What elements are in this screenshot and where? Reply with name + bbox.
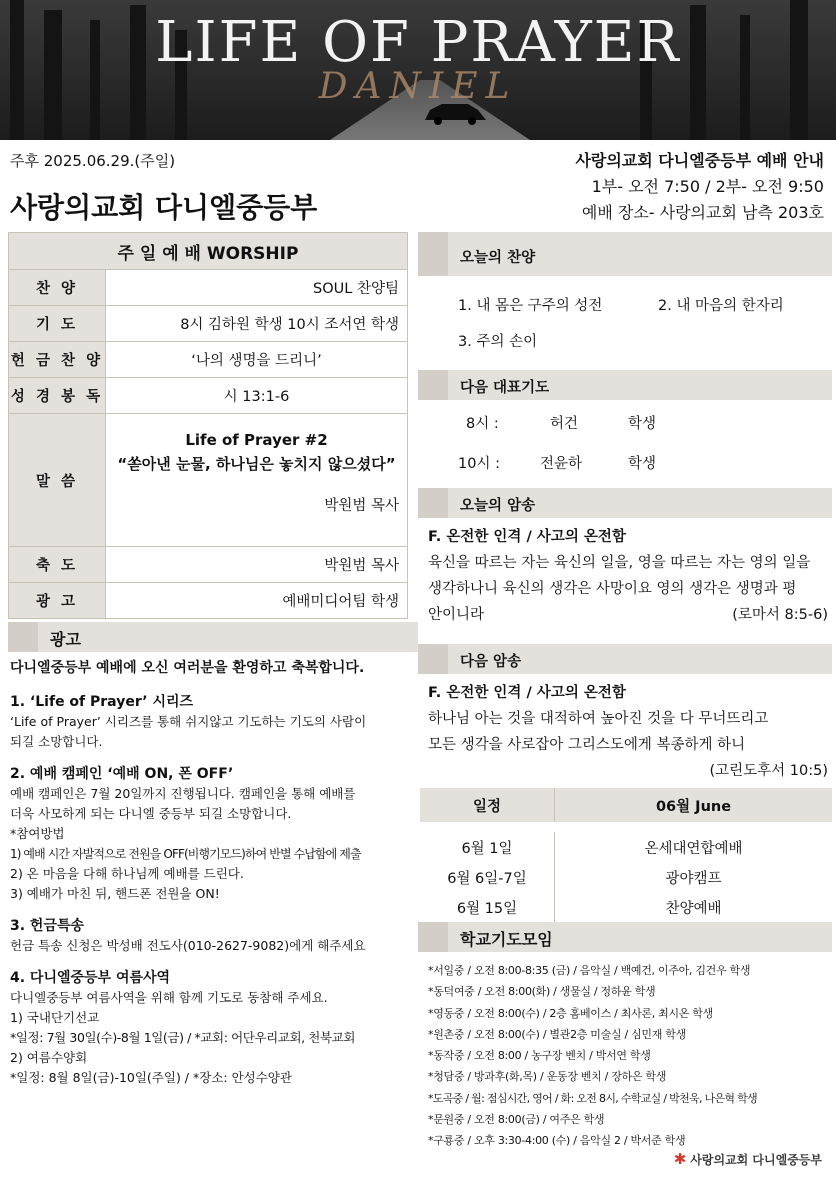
- table-row: [9, 378, 408, 414]
- row-value: ‘나의 생명을 드리니’: [106, 342, 408, 378]
- sermon-cell: [106, 414, 408, 547]
- school-prayer-header: [418, 922, 832, 952]
- ad-line: 다니엘중등부 여름사역을 위해 함께 기도로 동참해 주세요.: [10, 990, 328, 1005]
- logo-text: 사랑의교회 다니엘중등부: [690, 1153, 822, 1167]
- ad-item: [10, 916, 410, 956]
- ad-title: 2. 예배 캠페인 ‘예배 ON, 폰 OFF’: [10, 766, 234, 782]
- memory-title: F. 온전한 인격 / 사고의 온전함: [428, 685, 626, 701]
- next-prayer-header: [418, 370, 832, 400]
- schedule-date: 6월 6일-7일: [420, 862, 555, 892]
- list-item: *원촌중 / 오전 8:00(수) / 별관2층 미술실 / 심민재 학생: [428, 1027, 686, 1041]
- today-memory-header-label: 오늘의 암송: [460, 498, 536, 514]
- ad-line: 3) 예배가 마친 뒤, 핸드폰 전원을 ON!: [10, 886, 220, 901]
- ad-title: 3. 헌금특송: [10, 918, 85, 934]
- memory-ref: (고린도후서 10:5): [709, 763, 828, 779]
- list-item: *동덕여중 / 오전 8:00(화) / 생물실 / 정하윤 학생: [428, 985, 656, 999]
- schedule-date: 6월 15일: [420, 892, 555, 922]
- hymn-item: 1. 내 몸은 구주의 성전: [458, 298, 603, 314]
- ads-header-label: 광고: [50, 630, 81, 649]
- ad-item: [10, 692, 410, 752]
- church-logo: [674, 1150, 822, 1168]
- ads-section: [10, 658, 410, 1100]
- list-item: *동작중 / 오전 8:00 / 농구장 벤치 / 박서연 학생: [428, 1049, 651, 1063]
- org-title: 사랑의교회 다니엘중등부: [10, 191, 318, 224]
- flame-icon: ✱: [673, 1150, 687, 1168]
- banner-title: LIFE OF PRAYER: [155, 10, 681, 75]
- memory-line: 안이니라: [428, 607, 485, 623]
- schedule-event: 온세대연합예배: [644, 840, 743, 857]
- schedule-event: 찬양예배: [665, 900, 722, 917]
- memory-last-line: [428, 602, 828, 628]
- row-label: 말 씀: [9, 414, 106, 547]
- list-item: *서일중 / 오전 8:00-8:35 (금) / 음악실 / 백예건, 이주아, 김건우 학생: [428, 964, 751, 977]
- prayer-name: 허건: [550, 416, 579, 432]
- list-item: *구룡중 / 오후 3:30-4:00 (수) / 음악실 2 / 박서준 학생: [428, 1134, 686, 1148]
- worship-title: 주 일 예 배 WORSHIP: [9, 233, 408, 270]
- row-label: 광 고: [9, 583, 106, 619]
- schedule-col-date: 일정: [420, 788, 555, 822]
- service-info: [575, 148, 824, 226]
- table-row: [9, 306, 408, 342]
- row-value: 시 13:1-6: [106, 378, 408, 414]
- table-row: [420, 862, 832, 892]
- ads-welcome: 다니엘중등부 예배에 오신 여러분을 환영하고 축복합니다.: [10, 660, 365, 676]
- row-label: 성 경 봉 독: [9, 378, 106, 414]
- ad-line: 2) 온 마음을 다해 하나님께 예배를 드린다.: [10, 866, 244, 881]
- next-memory: [428, 680, 828, 784]
- ad-item: [10, 764, 410, 904]
- ad-line: 더욱 사모하게 되는 다니엘 중등부 되길 소망합니다.: [10, 806, 292, 821]
- row-label: 찬 양: [9, 270, 106, 306]
- worship-table: [8, 232, 408, 619]
- ad-line: ‘Life of Prayer’ 시리즈를 통해 쉬지않고 기도하는 기도의 사람이: [10, 714, 367, 729]
- school-prayer-list: [428, 960, 832, 1152]
- memory-line: 생각하나니 육신의 생각은 사망이요 영의 생각은 생명과 평: [428, 581, 797, 597]
- row-value: 예배미디어팀 학생: [106, 583, 408, 619]
- row-value: 8시 김하원 학생 10시 조서연 학생: [106, 306, 408, 342]
- today-memory-header: [418, 488, 832, 518]
- table-row: [9, 414, 408, 547]
- prayer-time: 10시 :: [458, 456, 500, 472]
- ad-line: *일정: 8월 8일(금)-10일(주일) / *장소: 안성수양관: [10, 1070, 292, 1085]
- row-label: 축 도: [9, 547, 106, 583]
- hymns-header: [418, 232, 832, 276]
- prayer-time: 8시 :: [466, 416, 499, 432]
- schedule-event: 광야캠프: [665, 870, 722, 887]
- table-row: [9, 342, 408, 378]
- prayer-role: 학생: [628, 416, 657, 432]
- ad-line: 2) 여름수양회: [10, 1050, 88, 1065]
- ad-item: [10, 968, 410, 1088]
- bulletin-date: 주후 2025.06.29.(주일): [10, 152, 176, 170]
- table-row: [420, 892, 832, 922]
- prayer-name: 전윤하: [540, 456, 583, 472]
- schedule-col-month: 06월 June: [555, 788, 833, 822]
- ad-line: 헌금 특송 신청은 박성배 전도사(010-2627-9082)에게 해주세요: [10, 938, 366, 953]
- service-info-title: 사랑의교회 다니엘중등부 예배 안내: [575, 151, 824, 170]
- list-item: *영동중 / 오전 8:00(수) / 2층 홈베이스 / 최사론, 최시온 학생: [428, 1006, 713, 1020]
- table-row: [9, 270, 408, 306]
- schedule-table: [420, 788, 832, 922]
- sermon-speaker: 박원범 목사: [324, 498, 399, 514]
- hymns-header-label: 오늘의 찬양: [460, 250, 536, 266]
- ad-line: 되길 소망합니다.: [10, 734, 103, 749]
- table-row: [9, 547, 408, 583]
- sermon-title: Life of Prayer #2: [185, 431, 328, 449]
- ad-line: *참여방법: [10, 826, 65, 841]
- ad-line: *일정: 7월 30일(수)-8월 1일(금) / *교회: 어단우리교회, 천북교회: [10, 1030, 356, 1045]
- table-row: [9, 583, 408, 619]
- row-label: 헌 금 찬 양: [9, 342, 106, 378]
- table-row: [420, 832, 832, 862]
- row-label: 기 도: [9, 306, 106, 342]
- ad-line: 1) 예배 시간 자발적으로 전원을 OFF(비행기모드)하여 반별 수납함에 제출: [10, 847, 361, 861]
- today-memory: [428, 524, 828, 628]
- memory-line: 육신을 따르는 자는 육신의 일을, 영을 따르는 자는 영의 일을: [428, 555, 811, 571]
- hymns-list: [458, 288, 828, 360]
- prayer-role: 학생: [628, 456, 657, 472]
- banner-subtitle: DANIEL: [318, 66, 518, 107]
- hymn-item: 3. 주의 손이: [458, 334, 538, 350]
- sermon-subtitle: “쏟아낸 눈물, 하나님은 놓치지 않으셨다”: [117, 455, 396, 473]
- list-item: *문원중 / 오전 8:00(금) / 여주은 학생: [428, 1113, 605, 1127]
- ad-title: 4. 다니엘중등부 여름사역: [10, 970, 171, 986]
- row-value: SOUL 찬양팀: [106, 270, 408, 306]
- row-value: 박원범 목사: [106, 547, 408, 583]
- memory-line: 모든 생각을 사로잡아 그리스도에게 복종하게 하니: [428, 737, 746, 753]
- ad-line: 예배 캠페인은 7월 20일까지 진행됩니다. 캠페인을 통해 예배를: [10, 786, 356, 801]
- ad-title: 1. ‘Life of Prayer’ 시리즈: [10, 694, 194, 710]
- ad-line: 1) 국내단기선교: [10, 1010, 100, 1025]
- hymn-item: 2. 내 마음의 한자리: [658, 298, 784, 314]
- schedule-date: 6월 1일: [420, 832, 555, 862]
- memory-line: 하나님 아는 것을 대적하여 높아진 것을 다 무너뜨리고: [428, 711, 769, 727]
- next-memory-header: [418, 644, 832, 674]
- list-item: *도곡중 / 월: 점심시간, 영어 / 화: 오전 8시, 수학교실 / 박천욱, 나은혁 학생: [428, 1091, 757, 1105]
- memory-ref: (로마서 8:5-6): [732, 607, 828, 623]
- service-times: 1부- 오전 7:50 / 2부- 오전 9:50: [591, 177, 824, 196]
- ads-header: [8, 622, 418, 652]
- service-place: 예배 장소- 사랑의교회 남측 203호: [581, 203, 824, 222]
- memory-title: F. 온전한 인격 / 사고의 온전함: [428, 529, 626, 545]
- next-memory-header-label: 다음 암송: [460, 654, 522, 670]
- list-item: *청담중 / 방과후(화,목) / 운동장 벤치 / 장하은 학생: [428, 1070, 667, 1084]
- school-prayer-header-label: 학교기도모임: [460, 930, 553, 949]
- next-prayer-header-label: 다음 대표기도: [460, 380, 550, 396]
